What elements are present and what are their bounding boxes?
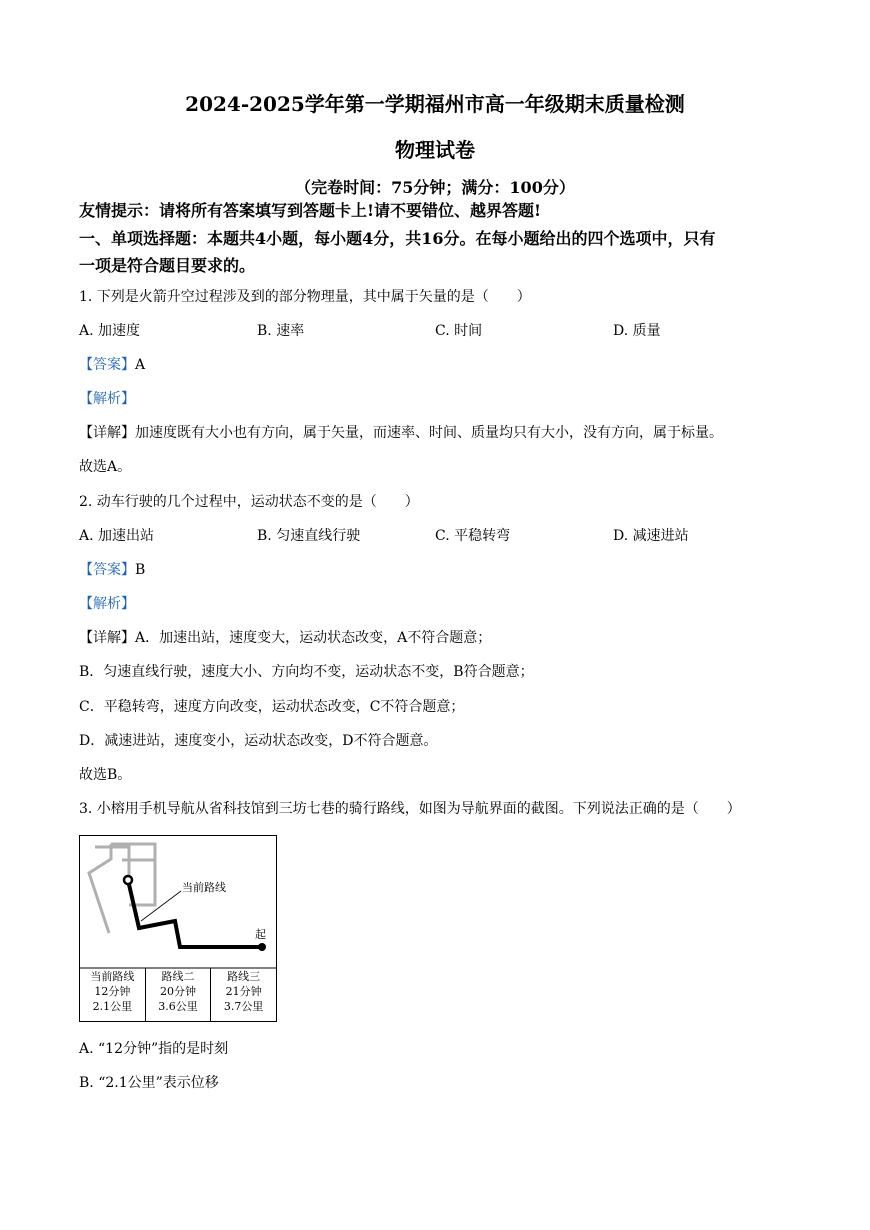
reminder: 友情提示：请将所有答案填写到答题卡上!请不要错位、越界答题! <box>79 201 542 220</box>
route-name: 当前路线 <box>90 970 135 983</box>
detail-tag: 【详解】 <box>79 630 135 646</box>
route-time: 21分钟 <box>225 985 262 998</box>
q1-conclusion: 故选A。 <box>79 459 132 475</box>
route-time: 20分钟 <box>160 985 196 998</box>
answer-tag: 【答案】 <box>79 562 135 578</box>
q1-analysis-tag: 【解析】 <box>79 391 135 407</box>
q2-detail-c: C．平稳转弯，速度方向改变，运动状态改变，C不符合题意； <box>79 699 465 715</box>
page-title: 2024-2025学年第一学期福州市高一年级期末质量检测 <box>185 92 685 116</box>
section-heading-line2: 一项是符合题目要求的。 <box>79 256 256 275</box>
q2-detail-b: B．匀速直线行驶，速度大小、方向均不变，运动状态不变，B符合题意； <box>79 664 534 680</box>
q3-option-b: B. “2.1公里”表示位移 <box>79 1075 219 1091</box>
start-marker <box>258 943 266 951</box>
route-distance: 2.1公里 <box>92 1000 133 1013</box>
q2-analysis-tag: 【解析】 <box>79 596 135 612</box>
detail-text: A．加速出站，速度变大，运动状态改变，A不符合题意； <box>135 630 492 646</box>
q2-detail-a <box>79 628 491 648</box>
answer-tag: 【答案】 <box>79 357 135 373</box>
q2-option-d: D. 减速进站 <box>613 528 689 544</box>
page-subtitle: 物理试卷 <box>395 138 475 162</box>
route-name: 路线三 <box>227 970 261 983</box>
q2-conclusion: 故选B。 <box>79 767 132 783</box>
q1-option-c: C. 时间 <box>435 323 483 339</box>
q2-answer <box>79 560 145 580</box>
q2-stem: 2. 动车行驶的几个过程中，运动状态不变的是（ ） <box>79 494 419 510</box>
route-options-table <box>80 968 276 1021</box>
answer-value: B <box>135 562 146 578</box>
exam-info: （完卷时间：75分钟；满分：100分） <box>295 178 575 197</box>
q2-detail-d: D．减速进站，速度变小，运动状态改变，D不符合题意。 <box>79 733 438 749</box>
route-name: 路线二 <box>161 970 195 983</box>
detail-text: 加速度既有大小也有方向，属于矢量，而速率、时间、质量均只有大小，没有方向，属于标量。 <box>135 425 723 441</box>
navigation-figure <box>79 835 277 1022</box>
q1-option-b: B. 速率 <box>257 323 305 339</box>
route-time: 12分钟 <box>94 985 131 998</box>
current-route-label: 当前路线 <box>182 881 226 894</box>
route-option-three[interactable] <box>210 968 276 1021</box>
q3-stem: 3. 小榕用手机导航从省科技馆到三坊七巷的骑行路线，如图为导航界面的截图。下列说法正确的是（ ） <box>79 801 741 817</box>
q3-option-a: A. “12分钟”指的是时刻 <box>79 1041 229 1057</box>
q1-option-a: A. 加速度 <box>79 323 141 339</box>
q2-option-b: B. 匀速直线行驶 <box>257 528 361 544</box>
q2-option-c: C. 平稳转弯 <box>435 528 511 544</box>
route-option-current[interactable] <box>80 968 145 1021</box>
section-heading-line1: 一、单项选择题：本题共4小题，每小题4分，共16分。在每小题给出的四个选项中，只有 <box>79 229 716 248</box>
answer-value: A <box>135 357 146 373</box>
start-label: 起 <box>255 928 266 941</box>
q1-stem: 1. 下列是火箭升空过程涉及到的部分物理量，其中属于矢量的是（ ） <box>79 289 531 305</box>
q2-option-a: A. 加速出站 <box>79 528 155 544</box>
route-distance: 3.7公里 <box>223 1000 264 1013</box>
route-option-two[interactable] <box>145 968 211 1021</box>
q1-answer <box>79 355 145 375</box>
q1-detail <box>79 423 723 443</box>
destination-marker <box>124 876 132 884</box>
q1-option-d: D. 质量 <box>613 323 661 339</box>
route-distance: 3.6公里 <box>158 1000 198 1013</box>
detail-tag: 【详解】 <box>79 425 135 441</box>
